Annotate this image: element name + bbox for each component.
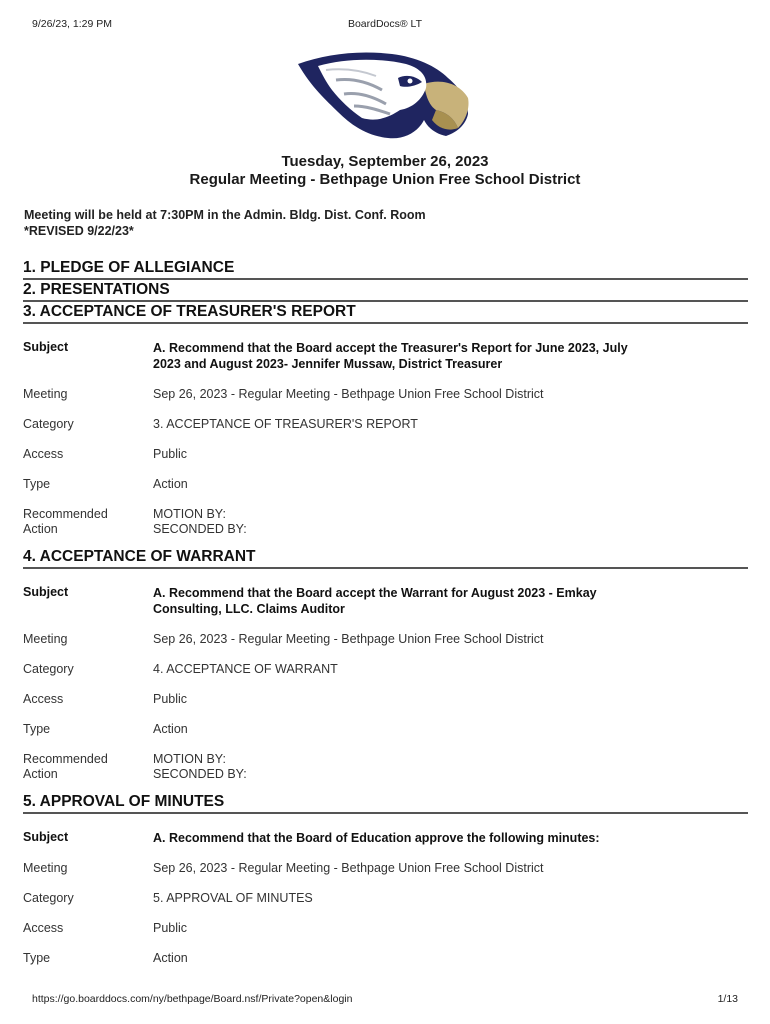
label-recommended-action xyxy=(23,507,153,537)
meeting-name: Regular Meeting - Bethpage Union Free School District xyxy=(189,171,581,188)
print-footer xyxy=(32,993,738,1007)
agenda-item-minutes xyxy=(23,830,748,966)
detail-row-subject xyxy=(23,830,748,846)
value-category: 5. APPROVAL OF MINUTES xyxy=(153,891,313,905)
print-header xyxy=(32,18,738,32)
meeting-date: Tuesday, September 26, 2023 xyxy=(281,153,489,170)
label-access: Access xyxy=(23,692,64,706)
revision-note: *REVISED 9/22/23* xyxy=(24,224,134,238)
label-line: Action xyxy=(23,767,58,781)
value-access: Public xyxy=(153,447,188,461)
value-category: 4. ACCEPTANCE OF WARRANT xyxy=(153,662,338,676)
meeting-location: Meeting will be held at 7:30PM in the Admin. Bldg. Dist. Conf. Room xyxy=(24,208,426,222)
value-meeting: Sep 26, 2023 - Regular Meeting - Bethpage Union Free School District xyxy=(153,387,544,401)
value-type: Action xyxy=(153,951,188,965)
label-category: Category xyxy=(23,662,74,676)
detail-row-category xyxy=(23,891,748,906)
section-heading-presentations: 2. PRESENTATIONS xyxy=(23,280,748,302)
label-meeting: Meeting xyxy=(23,632,68,646)
label-access: Access xyxy=(23,921,64,935)
detail-row-meeting xyxy=(23,632,748,647)
detail-row-category xyxy=(23,417,748,432)
section-heading-minutes: 5. APPROVAL OF MINUTES xyxy=(23,792,748,814)
subject-line: A. Recommend that the Board accept the Warrant for August 2023 - Emkay xyxy=(153,586,597,600)
detail-row-type xyxy=(23,477,748,492)
label-recommended-action xyxy=(23,752,153,782)
label-line: Recommended xyxy=(23,752,108,766)
label-subject: Subject xyxy=(23,585,69,599)
label-type: Type xyxy=(23,722,51,736)
label-type: Type xyxy=(23,951,51,965)
detail-row-recommended-action xyxy=(23,752,748,782)
detail-row-type xyxy=(23,951,748,966)
value-access: Public xyxy=(153,921,188,935)
value-category: 3. ACCEPTANCE OF TREASURER'S REPORT xyxy=(153,417,418,431)
label-access: Access xyxy=(23,447,64,461)
value-meeting: Sep 26, 2023 - Regular Meeting - Bethpage Union Free School District xyxy=(153,861,544,875)
label-category: Category xyxy=(23,891,74,905)
value-subject xyxy=(153,340,748,372)
detail-row-recommended-action xyxy=(23,507,748,537)
detail-row-subject xyxy=(23,340,748,372)
detail-row-meeting xyxy=(23,387,748,402)
section-heading-treasurer-report: 3. ACCEPTANCE OF TREASURER'S REPORT xyxy=(23,302,748,324)
detail-row-access xyxy=(23,921,748,936)
value-subject xyxy=(153,585,748,617)
value-access: Public xyxy=(153,692,188,706)
page-number: 1/13 xyxy=(717,993,738,1005)
section-heading-warrant: 4. ACCEPTANCE OF WARRANT xyxy=(23,547,748,569)
label-line: Recommended xyxy=(23,507,108,521)
seconded-by: SECONDED BY: xyxy=(153,522,247,536)
detail-row-category xyxy=(23,662,748,677)
meeting-note xyxy=(24,207,426,239)
detail-row-meeting xyxy=(23,861,748,876)
label-type: Type xyxy=(23,477,51,491)
value-meeting: Sep 26, 2023 - Regular Meeting - Bethpage Union Free School District xyxy=(153,632,544,646)
subject-line: A. Recommend that the Board accept the Treasurer's Report for June 2023, July xyxy=(153,341,628,355)
label-subject: Subject xyxy=(23,830,69,844)
motion-by: MOTION BY: xyxy=(153,752,226,766)
print-date: 9/26/23, 1:29 PM xyxy=(32,18,112,30)
agenda-item-treasurer-report xyxy=(23,340,748,537)
label-line: Action xyxy=(23,522,58,536)
detail-row-subject xyxy=(23,585,748,617)
print-url: https://go.boarddocs.com/ny/bethpage/Board.nsf/Private?open&login xyxy=(32,993,353,1005)
value-recommended-action xyxy=(153,507,748,537)
subject-line: 2023 and August 2023- Jennifer Mussaw, District Treasurer xyxy=(153,357,503,371)
eagle-head-logo xyxy=(296,48,472,140)
detail-row-access xyxy=(23,447,748,462)
subject-line: Consulting, LLC. Claims Auditor xyxy=(153,602,345,616)
meeting-title xyxy=(0,153,770,189)
section-heading-pledge: 1. PLEDGE OF ALLEGIANCE xyxy=(23,258,748,280)
label-meeting: Meeting xyxy=(23,387,68,401)
motion-by: MOTION BY: xyxy=(153,507,226,521)
detail-row-access xyxy=(23,692,748,707)
value-recommended-action xyxy=(153,752,748,782)
label-subject: Subject xyxy=(23,340,69,354)
value-subject: A. Recommend that the Board of Education approve the following minutes: xyxy=(153,831,600,845)
value-type: Action xyxy=(153,477,188,491)
agenda-content xyxy=(23,258,748,981)
print-site-title: BoardDocs® LT xyxy=(347,18,423,30)
label-category: Category xyxy=(23,417,74,431)
eagle-logo-graphic xyxy=(296,48,472,140)
detail-row-type xyxy=(23,722,748,737)
seconded-by: SECONDED BY: xyxy=(153,767,247,781)
value-type: Action xyxy=(153,722,188,736)
agenda-item-warrant xyxy=(23,585,748,782)
label-meeting: Meeting xyxy=(23,861,68,875)
